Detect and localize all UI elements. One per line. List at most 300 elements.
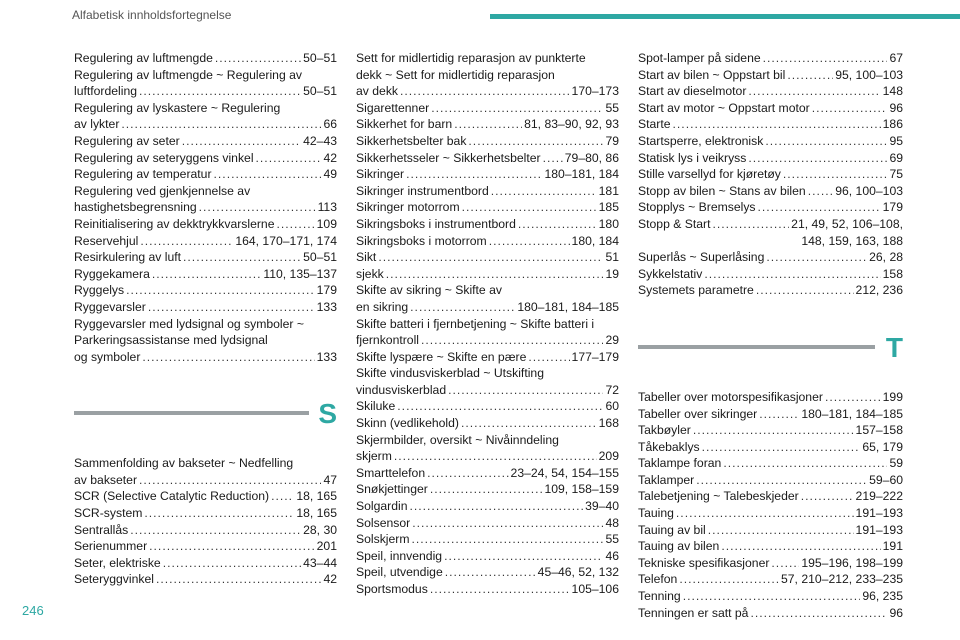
- entry-row: [356, 548, 619, 565]
- index-entry[interactable]: [74, 67, 337, 100]
- entry-row: [356, 299, 619, 316]
- index-entry[interactable]: [356, 216, 619, 233]
- entry-term: Sikringsboks i motorrom: [356, 233, 487, 248]
- index-entry[interactable]: [356, 133, 619, 150]
- index-entry[interactable]: [356, 249, 619, 266]
- index-entry[interactable]: [356, 349, 619, 366]
- entry-term: Skinn (vedlikehold): [356, 416, 459, 431]
- dot-leader: [748, 150, 887, 167]
- entry-term: hastighetsbegrensning: [74, 200, 197, 215]
- dot-leader: [144, 505, 294, 522]
- entry-row: [638, 166, 903, 183]
- index-entry[interactable]: [356, 465, 619, 482]
- entry-row: [638, 133, 903, 150]
- entry-row: [74, 116, 337, 133]
- section-letter: S: [318, 398, 337, 430]
- entry-pages: 75: [889, 167, 903, 182]
- entry-row: [74, 266, 337, 283]
- header-title: Alfabetisk innholdsfortegnelse: [72, 8, 232, 22]
- entry-pages-continued: 148, 159, 163, 188: [801, 233, 903, 248]
- index-entry[interactable]: [356, 531, 619, 548]
- dot-leader: [461, 415, 597, 432]
- entry-pages: 95: [889, 133, 903, 148]
- section-header-t: [638, 325, 903, 379]
- section-header-s: [74, 391, 337, 445]
- index-entry[interactable]: [638, 439, 903, 456]
- index-entry[interactable]: [74, 282, 337, 299]
- dot-leader: [126, 282, 315, 299]
- entry-pages: 79: [605, 133, 619, 148]
- index-entry[interactable]: [638, 522, 903, 539]
- dot-leader: [431, 100, 603, 117]
- dot-leader: [140, 233, 233, 250]
- entry-row: [638, 588, 903, 605]
- entry-pages: 209: [598, 449, 619, 464]
- dot-leader: [748, 83, 880, 100]
- index-entry[interactable]: [638, 555, 903, 572]
- entry-row: [356, 133, 619, 150]
- entry-row: [638, 50, 903, 67]
- entry-list: [356, 50, 619, 598]
- entry-pages: 180: [598, 216, 619, 231]
- entry-term: av bakseter: [74, 472, 138, 487]
- dot-leader: [491, 183, 597, 200]
- index-entry[interactable]: [638, 183, 903, 200]
- dot-leader: [766, 249, 867, 266]
- entry-pages: 219–222: [855, 489, 903, 504]
- entry-term: Sykkelstativ: [638, 266, 703, 281]
- index-entry[interactable]: [74, 571, 337, 588]
- entry-text: Skifte vindusviskerblad ~ Utskifting: [356, 366, 544, 381]
- entry-row: [74, 538, 337, 555]
- dot-leader: [139, 472, 321, 489]
- entry-row: [638, 282, 903, 299]
- index-entry[interactable]: [74, 249, 337, 266]
- dot-leader: [445, 564, 536, 581]
- dot-leader: [142, 349, 314, 366]
- entry-pages: 179: [882, 200, 903, 215]
- entry-row: [356, 233, 619, 250]
- entry-term: Tenning: [638, 589, 681, 604]
- entry-term: Reservehjul: [74, 233, 139, 248]
- entry-pages: 51: [605, 250, 619, 265]
- entry-term: Spot-lamper på sidene: [638, 51, 761, 65]
- dot-leader: [763, 50, 888, 67]
- dot-leader: [386, 266, 604, 283]
- dot-leader: [787, 67, 833, 84]
- dot-leader: [489, 233, 570, 250]
- entry-pages: 201: [316, 539, 337, 554]
- entry-row: [638, 150, 903, 167]
- entry-pages: 185: [598, 200, 619, 215]
- entry-term: Snøkjettinger: [356, 482, 428, 497]
- entry-pages: 109, 158–159: [544, 482, 619, 497]
- index-entry[interactable]: [638, 505, 903, 522]
- entry-row: [356, 349, 619, 366]
- dot-leader: [412, 531, 604, 548]
- dot-leader: [421, 332, 603, 349]
- entry-row: [638, 266, 903, 283]
- entry-term: Takbøyler: [638, 423, 691, 438]
- entry-pages: 180–181, 184–185: [517, 299, 619, 314]
- entry-term: SCR (Selective Catalytic Reduction): [74, 489, 270, 504]
- dot-leader: [696, 472, 867, 489]
- dot-leader: [400, 83, 570, 100]
- entry-term: Speil, innvendig: [356, 548, 443, 563]
- index-entry[interactable]: [74, 50, 337, 67]
- index-entry[interactable]: [74, 100, 337, 133]
- dot-leader: [673, 116, 881, 133]
- index-entry[interactable]: [74, 183, 337, 216]
- index-entry[interactable]: [638, 216, 903, 249]
- index-entry[interactable]: [356, 432, 619, 465]
- entry-term: Regulering av seteryggens vinkel: [74, 150, 254, 165]
- entry-term: Resirkulering av luft: [74, 250, 182, 265]
- entry-term: luftfordeling: [74, 84, 138, 99]
- index-entry[interactable]: [638, 282, 903, 299]
- dot-leader: [152, 266, 261, 283]
- index-entry[interactable]: [638, 406, 903, 423]
- dot-leader: [410, 299, 515, 316]
- dot-leader: [394, 448, 597, 465]
- entry-term: Talebetjening ~ Talebeskjeder: [638, 489, 799, 504]
- dot-leader: [378, 249, 603, 266]
- entry-pages: 50–51: [303, 51, 337, 65]
- entry-row: [356, 83, 619, 100]
- index-entry[interactable]: [74, 216, 337, 233]
- entry-pages: 179: [316, 283, 337, 298]
- entry-row: [638, 538, 903, 555]
- index-entry[interactable]: [356, 581, 619, 598]
- dot-leader: [397, 398, 603, 415]
- dot-leader: [430, 581, 570, 598]
- entry-row: [356, 166, 619, 183]
- index-entry[interactable]: [356, 183, 619, 200]
- entry-pages: 177–179: [571, 349, 619, 364]
- dot-leader: [139, 83, 301, 100]
- index-entry[interactable]: [356, 266, 619, 283]
- entry-pages: 69: [889, 150, 903, 165]
- entry-pages: 191–193: [855, 522, 903, 537]
- dot-leader: [427, 465, 508, 482]
- entry-term: fjernkontroll: [356, 333, 419, 348]
- entry-term: Ryggekamera: [74, 266, 150, 281]
- entry-pages: 195–196, 198–199: [801, 555, 903, 570]
- entry-row: [74, 166, 337, 183]
- entry-pages: 168: [598, 416, 619, 431]
- entry-term: Ryggevarsler: [74, 299, 146, 314]
- dot-leader: [801, 488, 854, 505]
- entry-term: Regulering av luftmengde: [74, 51, 213, 65]
- index-entry[interactable]: [638, 472, 903, 489]
- entry-pages: 29: [605, 333, 619, 348]
- entry-pages: 96: [889, 100, 903, 115]
- index-column-3: [638, 50, 903, 621]
- dot-leader: [148, 299, 315, 316]
- index-entry[interactable]: [74, 555, 337, 572]
- entry-term: Tauing av bil: [638, 522, 706, 537]
- entry-row: [74, 216, 337, 233]
- dot-leader: [721, 538, 880, 555]
- dot-leader: [410, 498, 584, 515]
- entry-term: Stille varsellyd for kjøretøy: [638, 167, 781, 182]
- dot-leader: [808, 183, 834, 200]
- entry-term: en sikring: [356, 299, 409, 314]
- entry-row: [356, 415, 619, 432]
- index-entry[interactable]: [356, 398, 619, 415]
- entry-term: Sikringsboks i instrumentbord: [356, 216, 516, 231]
- index-entry[interactable]: [638, 166, 903, 183]
- entry-term: sjekk: [356, 266, 384, 281]
- index-entry[interactable]: [356, 233, 619, 250]
- header-accent-bar: [490, 14, 960, 19]
- entry-pages: 21, 49, 52, 106–108,: [791, 216, 903, 231]
- entry-term: Tåkebaklys: [638, 439, 700, 454]
- dot-leader: [812, 100, 888, 117]
- index-entry[interactable]: [356, 548, 619, 565]
- index-entry[interactable]: [356, 282, 619, 315]
- entry-term: Tauing av bilen: [638, 539, 720, 554]
- dot-leader: [543, 150, 563, 167]
- dot-leader: [444, 548, 603, 565]
- index-entry[interactable]: [638, 588, 903, 605]
- index-entry[interactable]: [356, 365, 619, 398]
- entry-pages: 26, 28: [869, 250, 903, 265]
- entry-pages: 67: [889, 51, 903, 65]
- index-entry[interactable]: [356, 116, 619, 133]
- entry-term: Sikkerhet for barn: [356, 117, 453, 132]
- entry-pages: 50–51: [303, 250, 337, 265]
- entry-row: [356, 382, 619, 399]
- dot-leader: [702, 439, 861, 456]
- index-entry[interactable]: [356, 199, 619, 216]
- entry-row: [356, 199, 619, 216]
- entry-row: [74, 522, 337, 539]
- dot-leader: [693, 422, 854, 439]
- index-column-2: [356, 50, 619, 598]
- entry-term: Stopp av bilen ~ Stans av bilen: [638, 183, 806, 198]
- entry-term: Seter, elektriske: [74, 555, 161, 570]
- entry-row: [638, 100, 903, 117]
- entry-term: Sikkerhetsseler ~ Sikkerhetsbelter: [356, 150, 541, 165]
- entry-term: Smarttelefon: [356, 465, 426, 480]
- entry-text: Skjermbilder, oversikt ~ Nivåinndeling: [356, 432, 559, 447]
- dot-leader: [771, 555, 799, 572]
- entry-row: [356, 150, 619, 167]
- dot-leader: [215, 50, 301, 67]
- entry-term: Solskjerm: [356, 532, 410, 547]
- index-entry[interactable]: [74, 233, 337, 250]
- entry-term: Start av bilen ~ Oppstart bil: [638, 67, 786, 82]
- entry-term: Stopplys ~ Bremselys: [638, 200, 756, 215]
- entry-pages: 95, 100–103: [835, 67, 903, 82]
- dot-leader: [277, 216, 315, 233]
- index-entry[interactable]: [74, 505, 337, 522]
- dot-leader: [758, 199, 881, 216]
- entry-list: [638, 389, 903, 621]
- entry-pages: 133: [316, 349, 337, 364]
- entry-pages: 96, 235: [862, 589, 903, 604]
- entry-row: [638, 439, 903, 456]
- index-entry[interactable]: [74, 316, 337, 366]
- entry-pages: 42: [323, 572, 337, 587]
- index-entry[interactable]: [74, 150, 337, 167]
- entry-pages: 157–158: [855, 423, 903, 438]
- index-entry[interactable]: [74, 133, 337, 150]
- index-entry[interactable]: [638, 422, 903, 439]
- index-entry[interactable]: [638, 100, 903, 117]
- index-entry[interactable]: [74, 455, 337, 488]
- entry-term: Ryggelys: [74, 283, 125, 298]
- entry-pages: 164, 170–171, 174: [235, 233, 337, 248]
- dot-leader: [528, 349, 569, 366]
- dot-leader: [121, 116, 321, 133]
- entry-term: av lykter: [74, 117, 120, 132]
- entry-pages: 42–43: [303, 133, 337, 148]
- entry-pages: 59–60: [869, 472, 903, 487]
- index-entry[interactable]: [74, 299, 337, 316]
- entry-row: [638, 83, 903, 100]
- entry-term: Sikringer instrumentbord: [356, 183, 489, 198]
- entry-pages: 105–106: [571, 582, 619, 596]
- index-entry[interactable]: [356, 481, 619, 498]
- entry-pages: 148: [882, 84, 903, 99]
- entry-term: Solsensor: [356, 515, 411, 530]
- dot-leader: [199, 199, 316, 216]
- entry-text: Ryggevarsler med lydsignal og symboler ~: [74, 316, 304, 331]
- entry-row: [638, 116, 903, 133]
- index-entry[interactable]: [638, 116, 903, 133]
- entry-row: [356, 465, 619, 482]
- entry-pages: 50–51: [303, 84, 337, 99]
- dot-leader: [149, 538, 315, 555]
- entry-term: Sikt: [356, 250, 377, 265]
- entry-row: [638, 605, 903, 622]
- index-entry[interactable]: [638, 50, 903, 67]
- entry-row: [638, 472, 903, 489]
- entry-pages: 18, 165: [296, 489, 337, 504]
- entry-term: Statisk lys i veikryss: [638, 150, 747, 165]
- entry-term: av dekk: [356, 84, 399, 99]
- entry-pages: 23–24, 54, 154–155: [510, 465, 619, 480]
- entry-row: [356, 498, 619, 515]
- entry-pages: 133: [316, 299, 337, 314]
- dot-leader: [756, 282, 854, 299]
- index-entry[interactable]: [356, 50, 619, 100]
- index-entry[interactable]: [74, 166, 337, 183]
- index-entry[interactable]: [638, 605, 903, 622]
- dot-leader: [182, 133, 301, 150]
- entry-pages: 55: [605, 532, 619, 547]
- dot-leader: [679, 571, 779, 588]
- entry-term: og symboler: [74, 349, 141, 364]
- entry-row: [74, 505, 337, 522]
- index-entry[interactable]: [356, 515, 619, 532]
- index-entry[interactable]: [638, 538, 903, 555]
- entry-list: [74, 50, 337, 365]
- entry-row: [638, 455, 903, 472]
- entry-term: Reinitialisering av dekktrykkvarslerne: [74, 216, 275, 231]
- index-entry[interactable]: [638, 199, 903, 216]
- index-entry[interactable]: [638, 571, 903, 588]
- index-entry[interactable]: [74, 538, 337, 555]
- dot-leader: [214, 166, 322, 183]
- entry-row: [356, 531, 619, 548]
- index-entry[interactable]: [74, 522, 337, 539]
- index-entry[interactable]: [356, 498, 619, 515]
- entry-row: [638, 555, 903, 572]
- entry-pages: 191: [882, 539, 903, 554]
- index-entry[interactable]: [638, 133, 903, 150]
- entry-text: Regulering av lyskastere ~ Regulering: [74, 100, 281, 115]
- entry-row: [356, 398, 619, 415]
- dot-leader: [448, 382, 603, 399]
- entry-row: [74, 555, 337, 572]
- index-entry[interactable]: [638, 389, 903, 406]
- dot-leader: [271, 488, 294, 505]
- index-entry[interactable]: [356, 150, 619, 167]
- index-entry[interactable]: [356, 564, 619, 581]
- entry-term: Sigarettenner: [356, 100, 430, 115]
- dot-leader: [750, 605, 887, 622]
- entry-row: [74, 150, 337, 167]
- entry-pages: 59: [889, 456, 903, 471]
- index-entry[interactable]: [638, 67, 903, 84]
- entry-pages: 212, 236: [855, 283, 903, 298]
- dot-leader: [406, 166, 542, 183]
- entry-row: [356, 100, 619, 117]
- index-entry[interactable]: [638, 455, 903, 472]
- entry-term: Superlås ~ Superlåsing: [638, 250, 765, 265]
- index-entry[interactable]: [638, 488, 903, 505]
- dot-leader: [468, 133, 603, 150]
- index-entry[interactable]: [74, 488, 337, 505]
- entry-row: [356, 266, 619, 283]
- entry-row: [74, 199, 337, 216]
- entry-row: [356, 216, 619, 233]
- index-entry[interactable]: [638, 249, 903, 266]
- index-entry[interactable]: [356, 100, 619, 117]
- entry-row: [638, 422, 903, 439]
- index-entry[interactable]: [638, 83, 903, 100]
- index-entry[interactable]: [74, 266, 337, 283]
- entry-pages: 19: [605, 266, 619, 281]
- entry-pages: 96: [889, 605, 903, 620]
- dot-leader: [430, 481, 543, 498]
- index-entry[interactable]: [638, 266, 903, 283]
- index-entry[interactable]: [356, 415, 619, 432]
- dot-leader: [713, 216, 790, 233]
- index-entry[interactable]: [356, 166, 619, 183]
- entry-row: [638, 67, 903, 84]
- entry-row: [356, 448, 619, 465]
- entry-term: Systemets parametre: [638, 283, 754, 298]
- entry-term: Telefon: [638, 572, 678, 587]
- entry-pages: 28, 30: [303, 522, 337, 537]
- entry-row: [638, 249, 903, 266]
- index-entry[interactable]: [356, 316, 619, 349]
- entry-term: Sikringer: [356, 167, 405, 182]
- entry-term: Tekniske spesifikasjoner: [638, 555, 770, 570]
- entry-term: Taklampe foran: [638, 456, 722, 471]
- entry-row: [74, 233, 337, 250]
- entry-pages: 72: [605, 382, 619, 397]
- entry-term: Tabeller over motorspesifikasjoner: [638, 389, 823, 404]
- dot-leader: [708, 522, 854, 539]
- entry-text: Regulering ved gjenkjennelse av: [74, 183, 251, 198]
- entry-term: Skiluke: [356, 399, 396, 414]
- index-entry[interactable]: [638, 150, 903, 167]
